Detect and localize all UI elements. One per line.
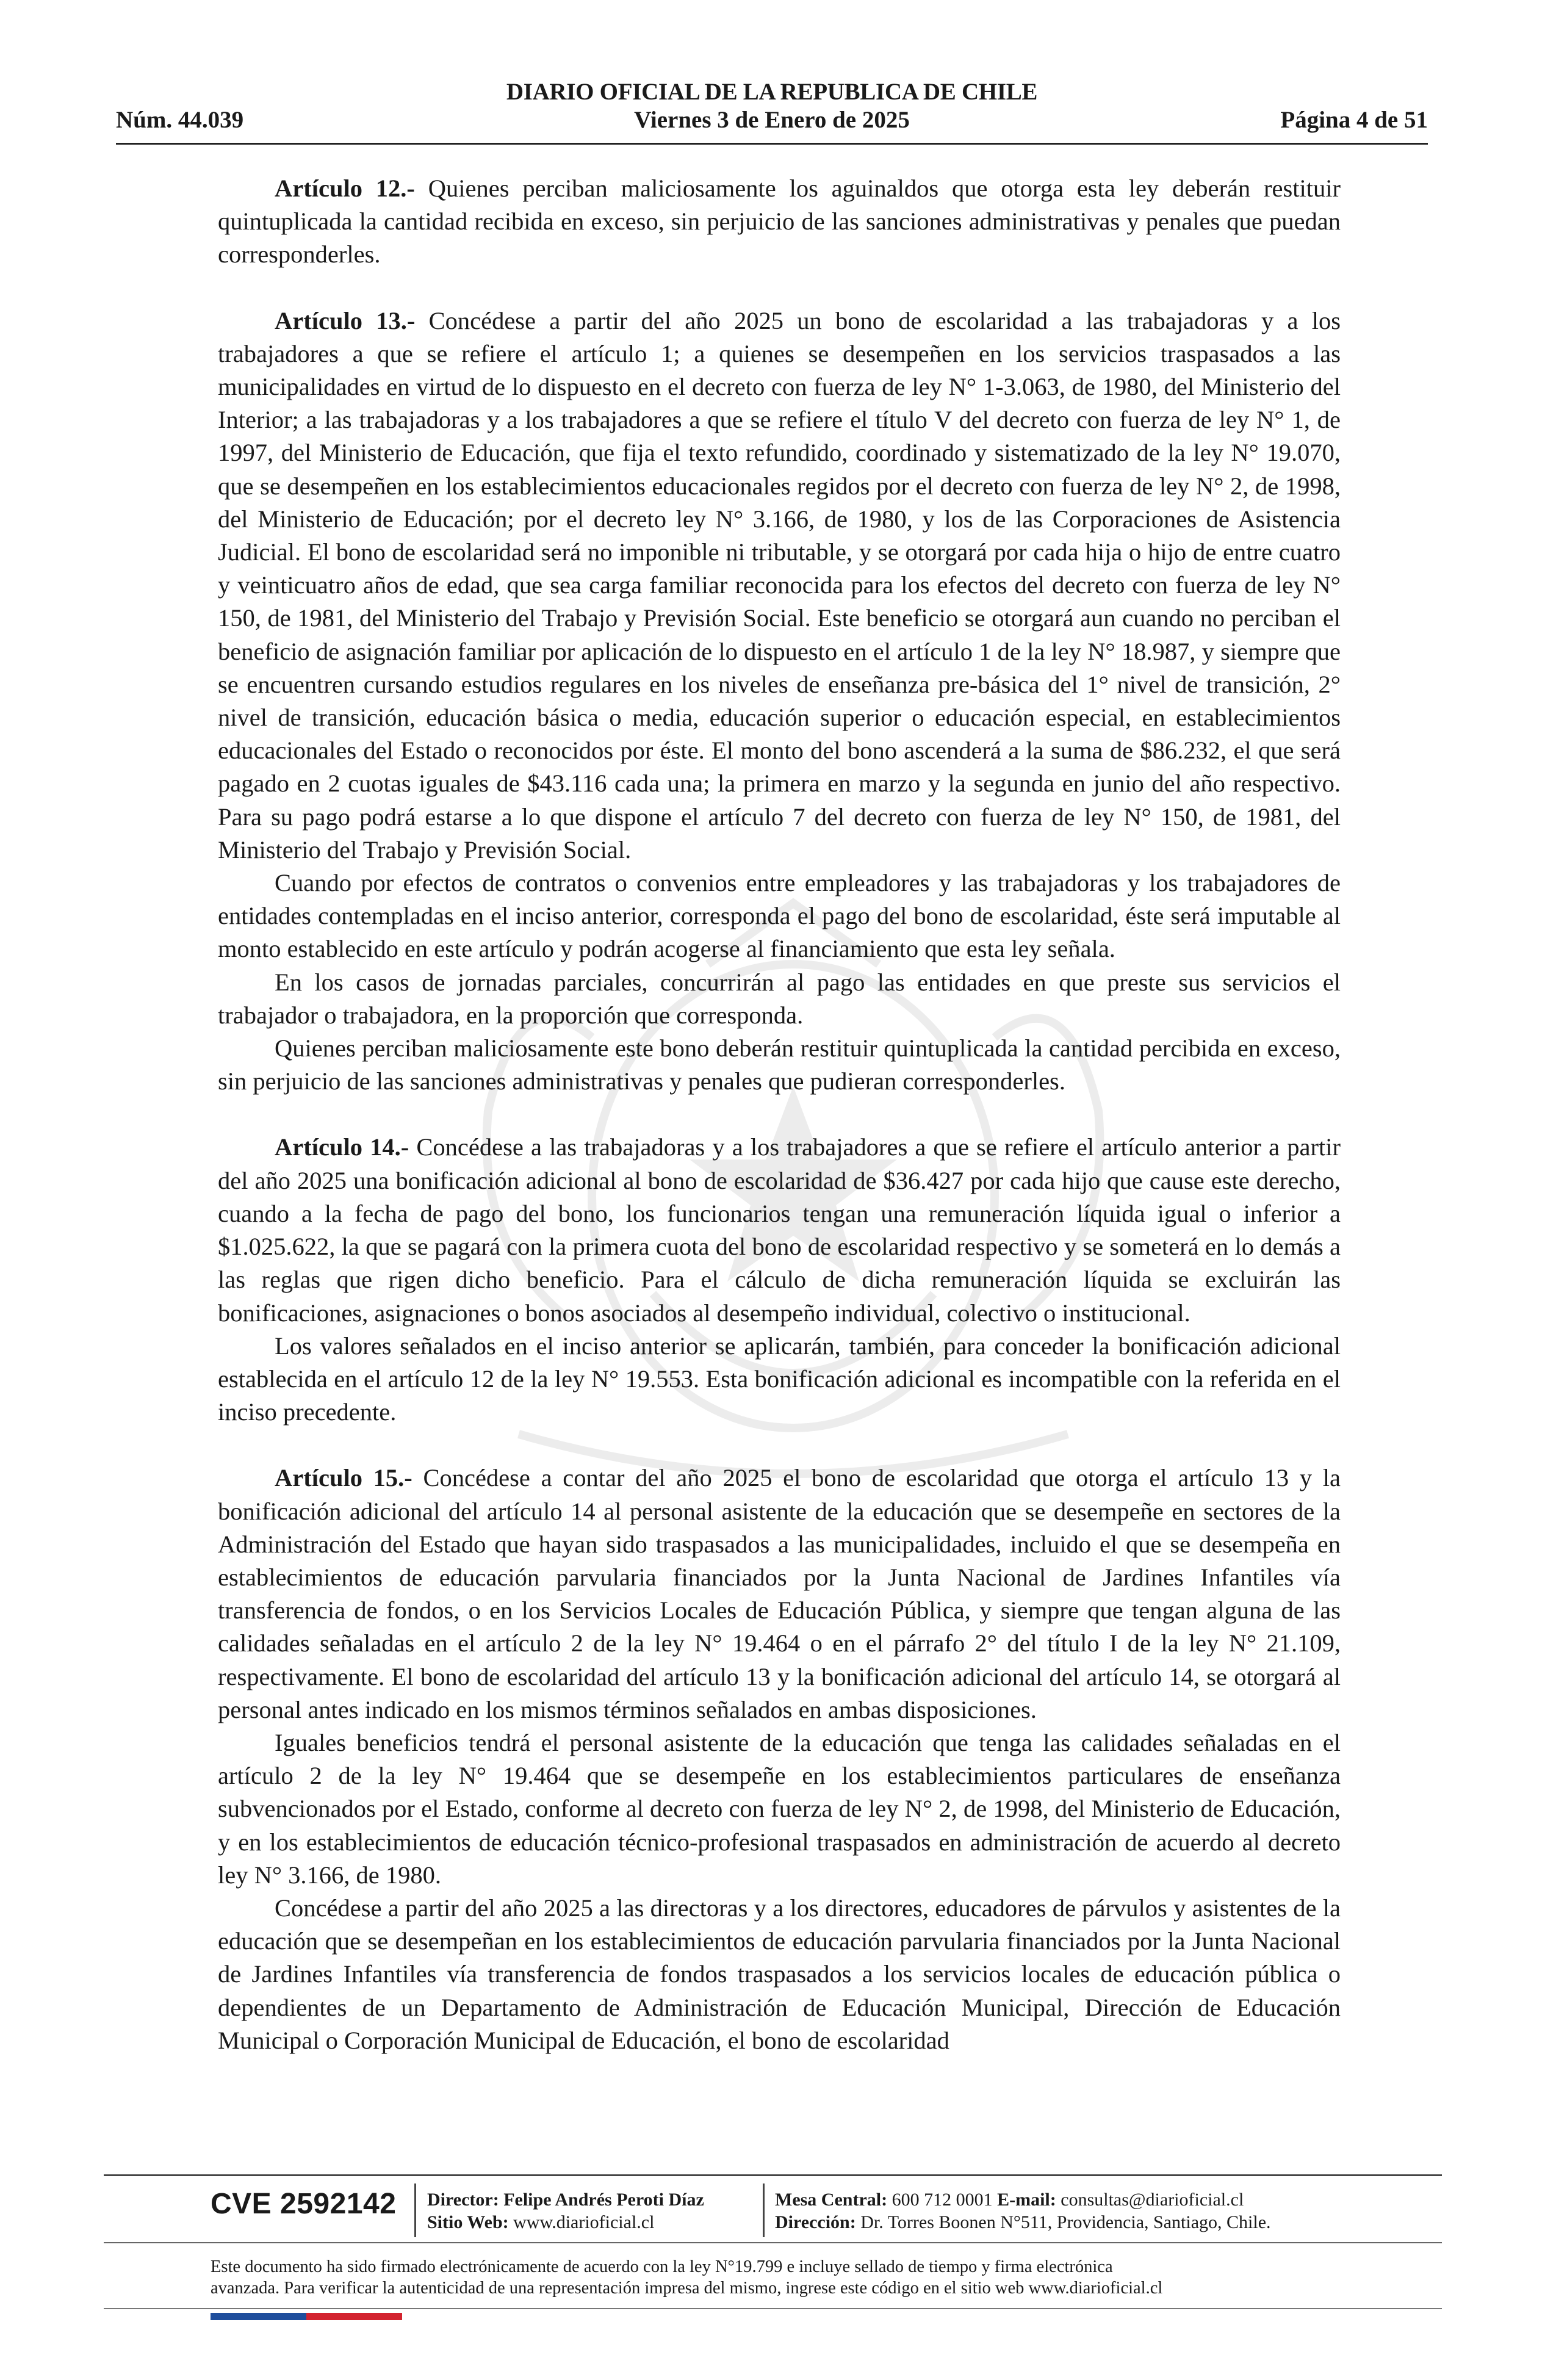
website-label: Sitio Web: [427, 2212, 509, 2232]
mesa-central-phone: 600 712 0001 [887, 2190, 998, 2210]
article-14 [218, 1131, 1341, 1329]
article-14-paragraph-2: Los valores señalados en el inciso anterior se aplicarán, también, para conceder la bonificación adicional establecida en el artículo 12 de la ley N° 19.553. Esta bonificación adicional es incompatible con la referida en el inciso precedente. [218, 1332, 1341, 1426]
article-13-paragraph-3: En los casos de jornadas parciales, concurrirán al pago las entidades en que preste sus servicios el trabajador o trabajadora, en la proporción que corresponda. [218, 968, 1341, 1029]
article-13-paragraph-4: Quienes perciban maliciosamente este bono deberán restituir quintuplicada la cantidad percibida en exceso, sin perjuicio de las sanciones administrativas y penales que pudieran corresponderles. [218, 1034, 1341, 1095]
article-13 [218, 305, 1341, 867]
website-link[interactable]: www.diarioficial.cl [508, 2212, 655, 2232]
article-15 [218, 1462, 1341, 1726]
signature-notice-line-2: avanzada. Para verificar la autenticidad de una representación impresa del mismo, ingrese este código en el sitio web www.diarioficial.cl [211, 2279, 1163, 2298]
address-value: Dr. Torres Boonen N°511, Providencia, Santiago, Chile. [855, 2212, 1271, 2232]
document-body [218, 172, 1341, 2057]
flag-red-segment [306, 2313, 402, 2320]
footer-top-divider [104, 2174, 1442, 2176]
article-12 [218, 172, 1341, 272]
director-name: Felipe Andrés Peroti Díaz [499, 2190, 704, 2210]
footer-separator [763, 2183, 765, 2237]
page-header [116, 72, 1428, 144]
footer-middle-divider [104, 2242, 1442, 2243]
signature-notice [211, 2256, 1370, 2299]
director-label: Director: [427, 2190, 499, 2210]
address-label: Dirección: [775, 2212, 856, 2232]
article-13-heading: Artículo 13.- [275, 306, 416, 334]
article-15-paragraph-3: Concédese a partir del año 2025 a las directoras y a los directores, educadores de párvulos y asistentes de la educación que se desempeñan en los establecimientos de educación parvularia financiados por la Junta Nacional de Jardines Infantiles vía transferencia de fondos traspasados a los servicios locales de educación pública o dependientes de un Departamento de Administración de Educación Municipal, Dirección de Educación Municipal o Corporación Municipal de Educación, el bono de escolaridad [218, 1894, 1341, 2054]
signature-notice-line-1: Este documento ha sido firmado electrónicamente de acuerdo con la ley N°19.799 e incluye sellado de tiempo y firma electrónica [211, 2257, 1113, 2276]
flag-blue-segment [211, 2313, 306, 2320]
article-12-heading: Artículo 12.- [275, 175, 415, 202]
article-14-paragraph-1: Concédese a las trabajadoras y a los trabajadores a que se refiere el artículo anterior a partir del año 2025 una bonificación adicional al bono de escolaridad de $36.427 por cada hijo que cause este derecho, cuando a la fecha de pago del bono, los funcionarios tengan una remuneración líquida igual o inferior a $1.025.622, la que se pagará con la primera cuota del bono de escolaridad respectivo y se someterá en lo demás a las reglas que rigen dicho beneficio. Para el cálculo de dicha remuneración líquida se excluirán las bonificaciones, asignaciones o bonos asociados al desempeño individual, colectivo o institucional. [218, 1133, 1341, 1327]
article-15-paragraph-2: Iguales beneficios tendrá el personal asistente de la educación que tenga las calidades señaladas en el artículo 2 de la ley N° 19.464 que se desempeñe en los establecimientos particulares de enseñanza subvencionados por el Estado, conforme al decreto con fuerza de ley N° 2, de 1998, del Ministerio de Educación, y en los establecimientos de educación técnico-profesional traspasados en administración de acuerdo al decreto ley N° 3.166, de 1980. [218, 1728, 1341, 1889]
email-label: E-mail: [997, 2190, 1056, 2210]
article-15-paragraph-1: Concédese a contar del año 2025 el bono de escolaridad que otorga el artículo 13 y la bonificación adicional del artículo 14 al personal asistente de la educación que se desempeñe en sectores de la Administración del Estado que hayan sido traspasados a las municipalidades, incluido el que se desempeña en establecimientos de educación parvularia financiados por la Junta Nacional de Jardines Infantiles vía transferencia de fondos, o en los Servicios Locales de Educación Pública, y siempre que tengan alguna de las calidades señaladas en el artículo 2 de la ley N° 19.464 o en el párrafo 2° del título I de la ley N° 21.109, respectivamente. El bono de escolaridad del artículo 13 y la bonificación adicional del artículo 14, se otorgará al personal antes indicado en los mismos términos señalados en ambas disposiciones. [218, 1464, 1341, 1723]
mesa-central-label: Mesa Central: [775, 2190, 888, 2210]
issue-number: Núm. 44.039 [116, 107, 244, 133]
footer-contact-block [775, 2188, 1271, 2234]
email-link[interactable]: consultas@diarioficial.cl [1056, 2190, 1244, 2210]
newspaper-title: DIARIO OFICIAL DE LA REPUBLICA DE CHILE [506, 79, 1038, 105]
footer-director-block [427, 2188, 704, 2234]
header-divider [116, 143, 1428, 145]
cve-code: CVE 2592142 [211, 2188, 397, 2220]
article-13-paragraph-2: Cuando por efectos de contratos o convenios entre empleadores y las trabajadoras y los trabajadores de entidades contempladas en el inciso anterior, corresponda el pago del bono de escolaridad, éste será imputable al monto establecido en este artículo y podrán acogerse al financiamiento que esta ley señala. [218, 869, 1341, 963]
footer-separator [414, 2183, 416, 2237]
article-12-text: Quienes perciban maliciosamente los aguinaldos que otorga esta ley deberán restituir quintuplicada la cantidad recibida en exceso, sin perjuicio de las sanciones administrativas y penales que puedan corresponderles. [218, 175, 1341, 269]
flag-color-bar [211, 2313, 402, 2320]
page-indicator: Página 4 de 51 [1280, 107, 1428, 133]
article-14-heading: Artículo 14.- [275, 1133, 409, 1161]
issue-date: Viernes 3 de Enero de 2025 [634, 107, 910, 133]
article-15-heading: Artículo 15.- [275, 1464, 412, 1492]
article-13-paragraph-1: Concédese a partir del año 2025 un bono de escolaridad a las trabajadoras y a los trabajadores a que se refiere el artículo 1; a quienes se desempeñen en los servicios traspasados a las municipalidades en virtud de lo dispuesto en el decreto con fuerza de ley N° 1-3.063, de 1980, del Ministerio del Interior; a las trabajadoras y a los trabajadores a que se refiere el título V del decreto con fuerza de ley N° 1, de 1997, del Ministerio de Educación, que fija el texto refundido, coordinado y sistematizado de la ley N° 19.070, que se desempeñen en los establecimientos educacionales regidos por el decreto con fuerza de ley N° 2, de 1998, del Ministerio de Educación; por el decreto ley N° 3.166, de 1980, y los de las Corporaciones de Asistencia Judicial. El bono de escolaridad será no imponible ni tributable, y se otorgará por cada hija o hijo de entre cuatro y veinticuatro años de edad, que sea carga familiar reconocida para los efectos del decreto con fuerza de ley N° 150, de 1981, del Ministerio del Trabajo y Previsión Social. Este beneficio se otorgará aun cuando no perciban el beneficio de asignación familiar por aplicación de lo dispuesto en el artículo 1 de la ley N° 18.987, y siempre que se encuentren cursando estudios regulares en los niveles de enseñanza pre-básica del 1° nivel de transición, 2° nivel de transición, educación básica o media, educación superior o educación especial, en establecimientos educacionales del Estado o reconocidos por éste. El monto del bono ascenderá a la suma de $86.232, el que será pagado en 2 cuotas iguales de $43.116 cada una; la primera en marzo y la segunda en junio del año respectivo. Para su pago podrá estarse a lo que dispone el artículo 7 del decreto con fuerza de ley N° 150, de 1981, del Ministerio del Trabajo y Previsión Social. [218, 306, 1341, 864]
footer-bottom-divider [104, 2308, 1442, 2309]
